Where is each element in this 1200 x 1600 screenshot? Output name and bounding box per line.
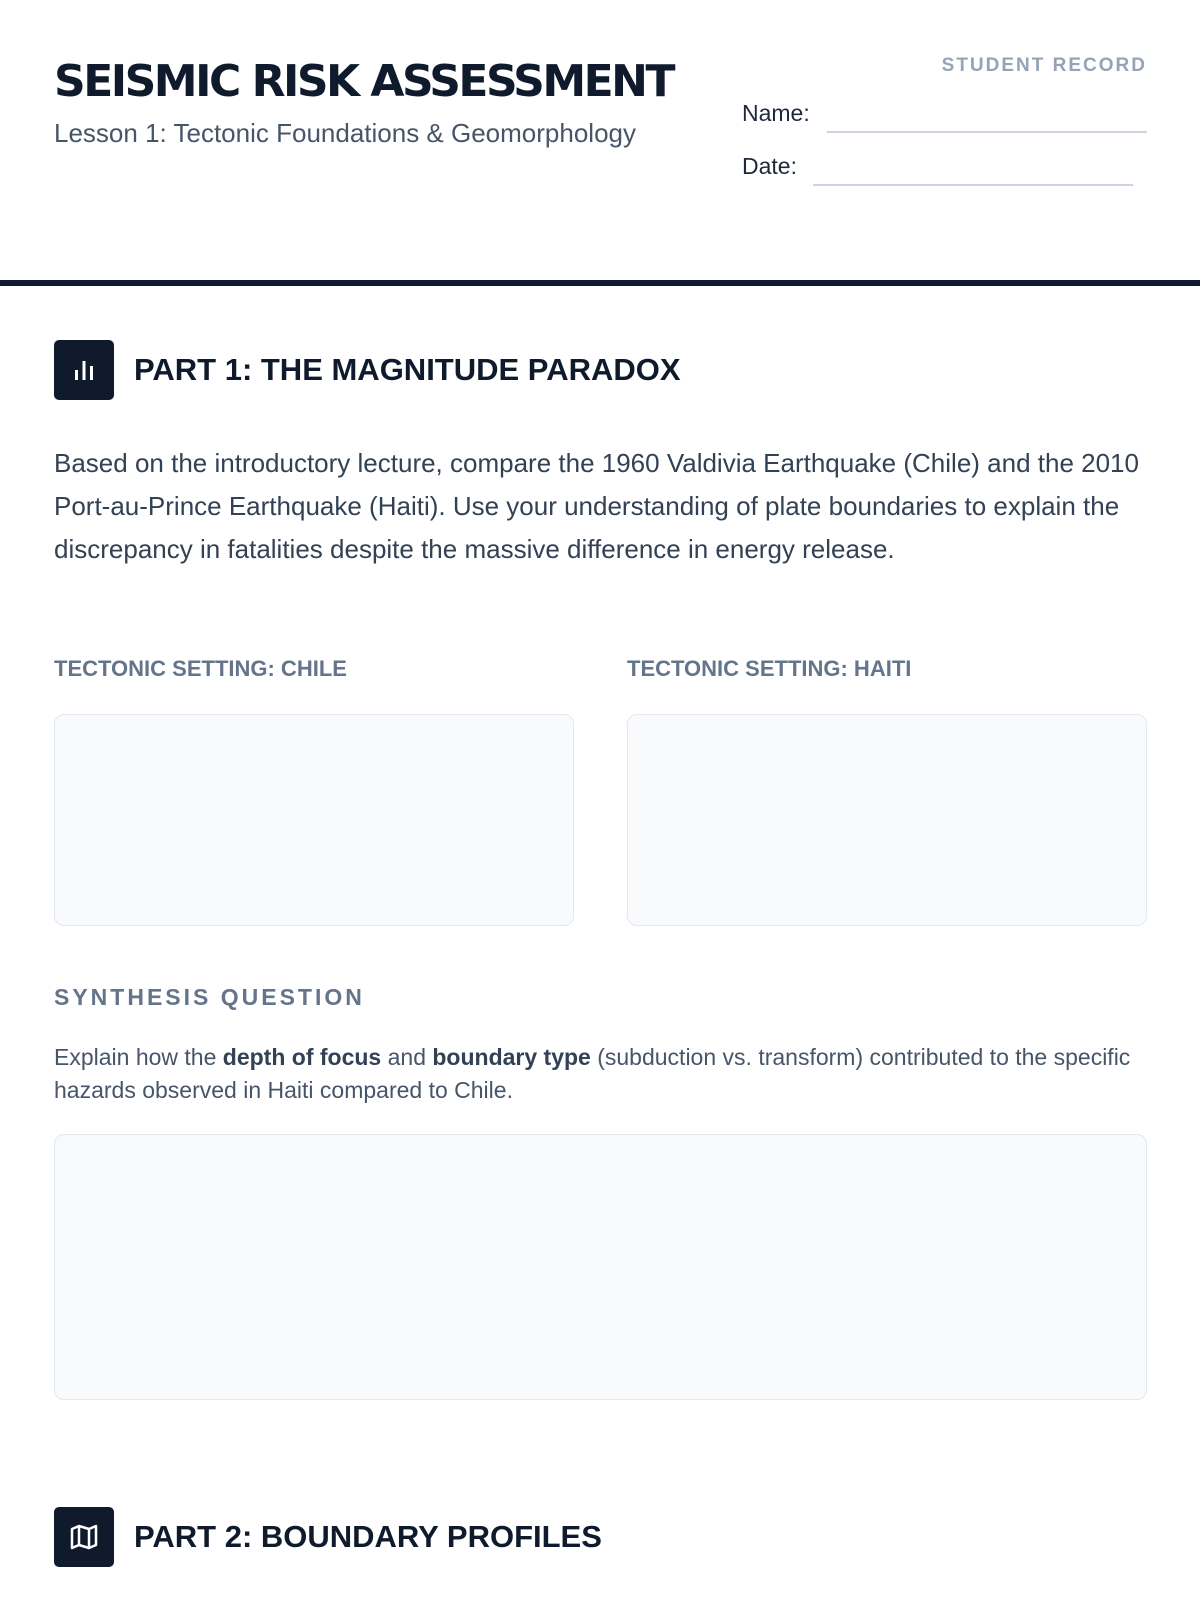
name-label: Name: bbox=[742, 100, 810, 126]
bar-chart-icon bbox=[54, 340, 114, 400]
synthesis-label: SYNTHESIS QUESTION bbox=[54, 984, 365, 1010]
synthesis-question: Explain how the depth of focus and boundary type (subduction vs. transform) contributed to the specific hazards observed in Haiti compared to Chile. bbox=[54, 1044, 1131, 1103]
part1-heading bbox=[54, 340, 681, 400]
part2-title: PART 2: BOUNDARY PROFILES bbox=[134, 1519, 602, 1554]
part1-title: PART 1: THE MAGNITUDE PARADOX bbox=[134, 352, 681, 387]
worksheet-header bbox=[0, 0, 1200, 286]
date-field[interactable] bbox=[813, 184, 1133, 186]
part1-intro: Based on the introductory lecture, compare the 1960 Valdivia Earthquake (Chile) and the 2010 Port-au-Prince Earthquake (Haiti). Use your understanding of plate boundaries to explain the discrepancy in fatalities despite the massive difference in energy release. bbox=[54, 448, 1139, 564]
page-title: SEISMIC RISK ASSESSMENT bbox=[54, 56, 674, 107]
haiti-answer-box[interactable] bbox=[627, 714, 1147, 926]
chile-setting-label: TECTONIC SETTING: CHILE bbox=[54, 656, 347, 681]
chile-answer-box[interactable] bbox=[54, 714, 574, 926]
synthesis-answer-box[interactable] bbox=[54, 1134, 1147, 1400]
map-icon bbox=[54, 1507, 114, 1567]
date-label: Date: bbox=[742, 153, 797, 179]
lesson-subtitle: Lesson 1: Tectonic Foundations & Geomorphology bbox=[54, 118, 636, 148]
name-field[interactable] bbox=[827, 131, 1147, 133]
haiti-setting-label: TECTONIC SETTING: HAITI bbox=[627, 656, 912, 681]
student-record-label: STUDENT RECORD bbox=[941, 55, 1147, 76]
part2-heading bbox=[54, 1507, 602, 1567]
